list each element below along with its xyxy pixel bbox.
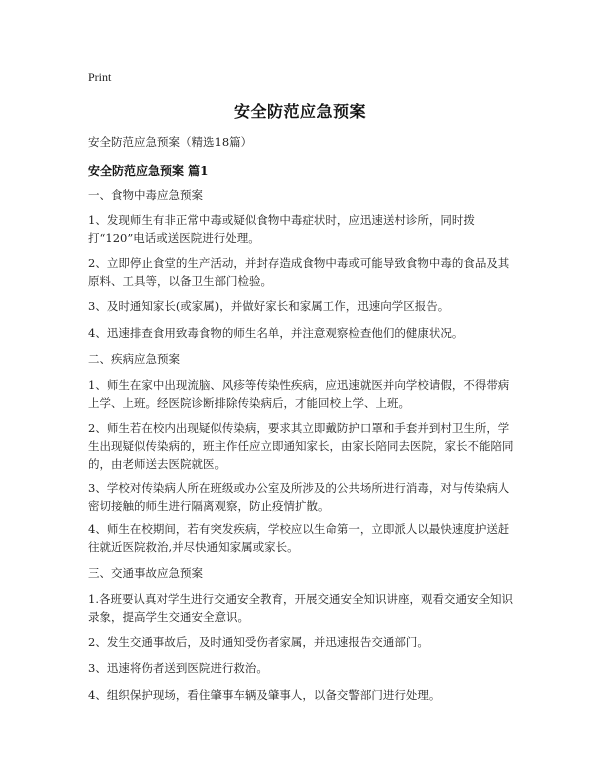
part-heading-food-poisoning: 一、食物中毒应急预案 [88,188,203,202]
page-title: 安全防范应急预案 [233,102,366,121]
paragraph: 1、师生在家中出现流脑、风疹等传染性疾病，应迅速就医并向学校请假，不得带病上学、上班。经医院诊断排除传染病后，才能回校上学、上班。 [88,378,510,410]
paragraph: 4、组织保护现场，看住肇事车辆及肇事人，以备交警部门进行处理。 [88,688,441,702]
paragraph: 3、迅速将伤者送到医院进行救治。 [88,661,268,675]
paragraph: 2、立即停止食堂的生产活动，并封存造成食物中毒或可能导致食物中毒的食品及其原料、工具等，以备卫生部门检验。 [88,256,510,288]
paragraph: 1、发现师生有非正常中毒或疑似食物中毒症状时，应迅速送村诊所，同时拨打“120”电话或送医院进行处理。 [88,213,475,245]
part-heading-traffic: 三、交通事故应急预案 [88,566,203,580]
paragraph: 2、发生交通事故后，及时通知受伤者家属，并迅速报告交通部门。 [88,635,429,649]
paragraph: 3、及时通知家长(或家属)，并做好家长和家属工作，迅速向学区报告。 [88,299,450,313]
paragraph: 4、师生在校期间，若有突发疾病，学校应以生命第一，立即派人以最快速度护送赶往就近医院救治,并尽快通知家属或家长。 [88,522,510,554]
paragraph: 4、迅速排查食用致毒食物的师生名单，并注意观察检查他们的健康状况。 [88,326,464,340]
section-heading: 安全防范应急预案 篇1 [88,164,209,178]
document-subtitle: 安全防范应急预案（精选18篇） [88,135,253,149]
paragraph: 3、学校对传染病人所在班级或办公室及所涉及的公共场所进行消毒，对与传染病人密切接触的师生进行隔离观察，防止疫情扩散。 [88,481,510,513]
paragraph: 2、师生若在校内出现疑似传染病，要求其立即戴防护口罩和手套并到村卫生所，学生出现疑似传染病的，班主作任应立即通知家长，由家长陪同去医院，家长不能陪同的，由老师送去医院就医。 [88,421,514,471]
paragraph: 1.各班要认真对学生进行交通安全教育，开展交通安全知识讲座，观看交通安全知识录象，提高学生交通安全意识。 [88,592,513,624]
print-link[interactable]: Print [88,70,112,84]
part-heading-disease: 二、疾病应急预案 [88,352,180,366]
